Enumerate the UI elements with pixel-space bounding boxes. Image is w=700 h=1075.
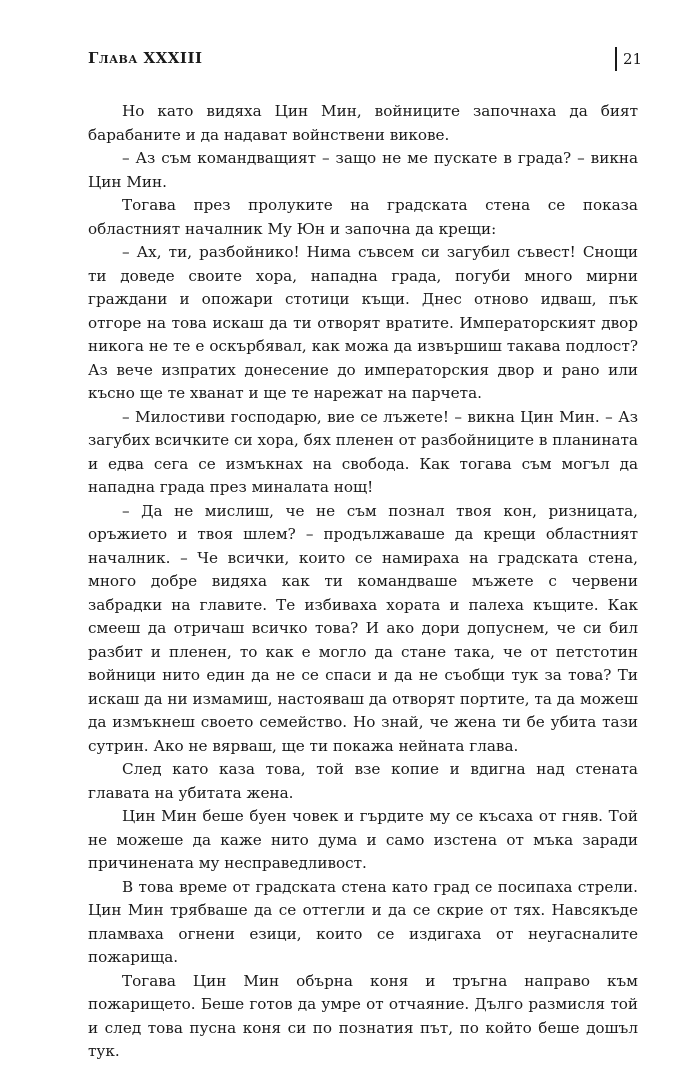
paragraph: – Да не мислиш, че не съм познал твоя кон, ризницата, оръжието и твоя шлем? – продължаваше да крещи областният началник. – Че всички, които се намираха на градската стена, много добре видяха как ти командваше мъжете с червени забрадки на главите. Те избиваха хората и палеха къщите. Как смееш да отричаш всичко това? И ако дори допуснем, че си бил разбит и пленен, то как е могло да стане така, че от петстотин войници нито един да не се спаси и да не съобщи тук за това? Ти искаш да ни измамиш, настояваш да отворят портите, та да можеш да измъкнеш своето семейство. Но знай, че жена ти бе убита тази сутрин. Ако не вярваш, ще ти покажа нейната глава. xyxy=(88,501,638,755)
chapter-title: Глава XXXIII xyxy=(88,49,203,67)
paragraph: Тогава Цин Мин обърна коня и тръгна направо към пожарището. Беше готов да умре от отчаяние. Дълго размисля той и след това пусна коня си по познатия път, по който беше дошъл тук. xyxy=(88,971,638,1060)
page-number: 21 xyxy=(623,50,643,68)
paragraph: Цин Мин беше буен човек и гърдите му се късаха от гняв. Той не можеше да каже нито дума и само изстена от мъка заради причинената му несправедливост. xyxy=(88,807,638,872)
paragraph: Но като видяха Цин Мин, войниците започнаха да бият барабаните и да надават войнствени викове. xyxy=(88,102,638,144)
page-number-divider xyxy=(615,47,617,71)
running-head xyxy=(88,47,643,75)
paragraph: Тогава през пролуките на градската стена се показа областният началник Му Юн и започна да крещи: xyxy=(88,196,638,238)
paragraph: – Ах, ти, разбойнико! Нима съвсем си загубил съвест! Снощи ти доведе своите хора, нападна града, погуби много мирни граждани и опожари стотици къщи. Днес отново идваш, пък отгоре на това искаш да ти отворят вратите. Императорският двор никога не те е оскърбявал, как можа да извършиш такава подлост? Аз вече изпратих донесение до императорския двор и рано или късно ще те хванат и ще те нарежат на парчета. xyxy=(88,243,638,402)
paragraph: В това време от градската стена като град се посипаха стрели. Цин Мин трябваше да се оттегли и да се скрие от тях. Навсякъде пламваха огнени езици, които се издигаха от неугасналите пожарища. xyxy=(88,877,638,966)
paragraph: След като каза това, той взе копие и вдигна над стената главата на убитата жена. xyxy=(88,760,638,802)
paragraph: – Аз съм командващият – защо не ме пускате в града? – викна Цин Мин. xyxy=(88,149,638,191)
body-text xyxy=(88,100,638,1064)
paragraph: – Милостиви господарю, вие се лъжете! – викна Цин Мин. – Аз загубих всичките си хора, бях пленен от разбойниците в планината и едва сега се измъкнах на свобода. Как тогава съм могъл да нападна града през миналата нощ! xyxy=(88,407,638,496)
